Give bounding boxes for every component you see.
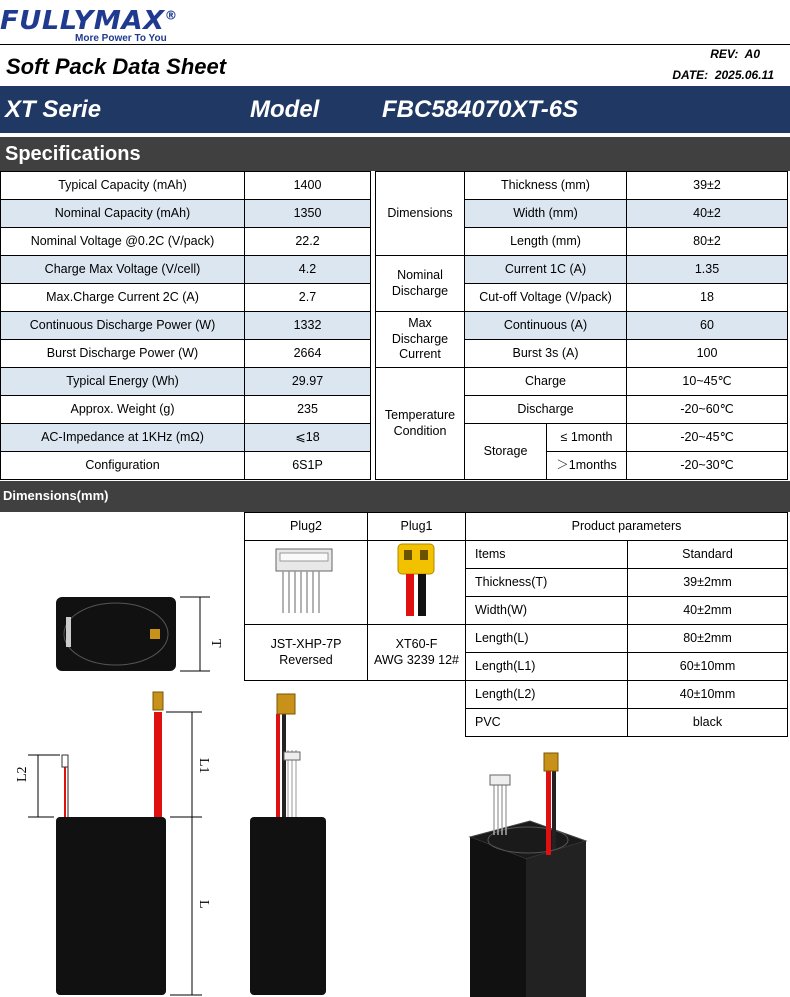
model-bar — [0, 86, 790, 133]
product-parameters-title: Product parameters — [466, 513, 788, 541]
table-row: Continuous Discharge Power (W) 1332 — [1, 312, 371, 340]
table-row: Thickness(T) 39±2mm — [466, 569, 788, 597]
issue-date: DATE: 2025.06.11 — [672, 68, 774, 82]
front-view-drawing — [15, 690, 220, 997]
dimensions-heading: Dimensions(mm) — [0, 481, 790, 512]
plug2-image — [245, 541, 368, 625]
isometric-view-drawing — [460, 745, 610, 997]
table-row: Width (mm) 40±2 — [376, 200, 788, 228]
table-row: Approx. Weight (g) 235 — [1, 396, 371, 424]
table-row — [245, 541, 466, 625]
plug2-header: Plug2 — [245, 513, 368, 541]
spec-table-right — [375, 171, 788, 480]
table-row: Length(L) 80±2mm — [466, 625, 788, 653]
plug1-header: Plug1 — [368, 513, 466, 541]
table-row: PVC black — [466, 709, 788, 737]
table-row: Width(W) 40±2mm — [466, 597, 788, 625]
table-row: Max.Charge Current 2C (A) 2.7 — [1, 284, 371, 312]
revision: REV: A0 — [710, 47, 760, 61]
table-row: Length(L1) 60±10mm — [466, 653, 788, 681]
table-row: Typical Capacity (mAh) 1400 — [1, 172, 371, 200]
table-row: Items Standard — [466, 541, 788, 569]
l1-label: L1 — [196, 758, 211, 774]
table-row: Nominal Capacity (mAh) 1350 — [1, 200, 371, 228]
table-row: Dimensions Thickness (mm) 39±2 — [376, 172, 788, 200]
temperature-group: Temperature Condition — [376, 368, 465, 480]
table-row: Charge Max Voltage (V/cell) 4.2 — [1, 256, 371, 284]
side-view-drawing — [240, 690, 340, 997]
l-label: L — [196, 900, 211, 909]
top-view-drawing — [40, 585, 240, 685]
table-row: Discharge -20~60℃ — [376, 396, 788, 424]
table-row: ＞1months -20~30℃ — [376, 452, 788, 480]
table-row: Configuration 6S1P — [1, 452, 371, 480]
table-row: AC-Impedance at 1KHz (mΩ) ⩽18 — [1, 424, 371, 452]
spec-table-left — [0, 171, 371, 480]
table-row: Max Discharge Current Continuous (A) 60 — [376, 312, 788, 340]
table-row — [245, 513, 466, 541]
storage-group: Storage — [465, 424, 547, 480]
table-row: Nominal Voltage @0.2C (V/pack) 22.2 — [1, 228, 371, 256]
product-parameters-table — [465, 512, 788, 737]
table-row: JST-XHP-7P Reversed XT60-F AWG 3239 12# — [245, 625, 466, 681]
plug1-image — [368, 541, 466, 625]
table-row: Storage ≤ 1month -20~45℃ — [376, 424, 788, 452]
series-name: XT Serie — [5, 96, 102, 123]
logo-wordmark: FULLYMAX® — [0, 6, 178, 36]
max-discharge-group: Max Discharge Current — [376, 312, 465, 368]
table-row — [466, 513, 788, 541]
table-row: Cut-off Voltage (V/pack) 18 — [376, 284, 788, 312]
table-row: Typical Energy (Wh) 29.97 — [1, 368, 371, 396]
header-rule — [0, 44, 790, 45]
plug-table — [244, 512, 466, 681]
jst-connector-icon — [271, 543, 341, 617]
xt60-connector-icon — [392, 542, 442, 618]
sheet-title: Soft Pack Data Sheet — [6, 54, 227, 79]
model-label: Model — [250, 96, 320, 123]
nominal-discharge-group: Nominal Discharge — [376, 256, 465, 312]
dimensions-group: Dimensions — [376, 172, 465, 256]
table-row: Burst Discharge Power (W) 2664 — [1, 340, 371, 368]
specifications-heading: Specifications — [0, 137, 790, 171]
table-row: Nominal Discharge Current 1C (A) 1.35 — [376, 256, 788, 284]
table-row: Burst 3s (A) 100 — [376, 340, 788, 368]
model-number: FBC584070XT-6S — [382, 96, 579, 123]
table-row: Length (mm) 80±2 — [376, 228, 788, 256]
logo-tagline: More Power To You — [75, 33, 167, 44]
table-row: Temperature Condition Charge 10~45℃ — [376, 368, 788, 396]
table-row: Length(L2) 40±10mm — [466, 681, 788, 709]
l2-label: L2 — [15, 766, 30, 782]
thickness-label: T — [208, 639, 223, 648]
